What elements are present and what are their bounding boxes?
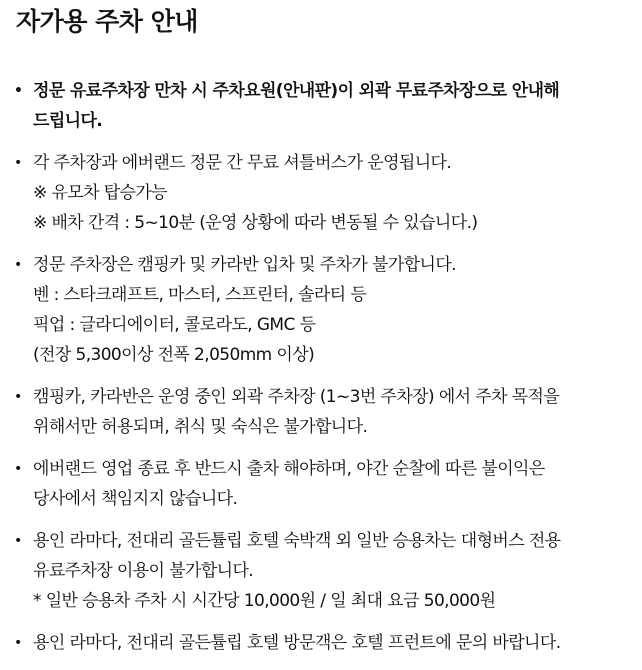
list-item-line: 캠핑카, 카라반은 운영 중인 외곽 주차장 (1~3번 주차장) 에서 주차 목적을 <box>33 387 560 407</box>
list-item-line: 픽업 : 글라디에이터, 콜로라도, GMC 등 <box>33 315 316 335</box>
list-item-line: 용인 라마다, 전대리 골든튤립 호텔 방문객은 호텔 프런트에 문의 바랍니다. <box>33 633 561 653</box>
list-item-line: 용인 라마다, 전대리 골든튤립 호텔 숙박객 외 일반 승용차는 대형버스 전용 <box>33 531 561 551</box>
list-item-note: ※ 유모차 탑승가능 <box>33 183 168 203</box>
bullet-icon: • <box>14 257 22 273</box>
list-item-line: 에버랜드 영업 종료 후 반드시 출차 해야하며, 야간 순찰에 따른 불이익은 <box>33 459 545 479</box>
list-item-line: 당사에서 책임지지 않습니다. <box>33 489 238 509</box>
list-item-line: 벤 : 스타크래프트, 마스터, 스프린터, 솔라티 등 <box>33 285 367 305</box>
list-item <box>0 526 642 616</box>
list-item-line: (전장 5,300이상 전폭 2,050mm 이상) <box>33 345 315 365</box>
list-item-line: 정문 유료주차장 만차 시 주차요원(안내판)이 외곽 무료주차장으로 안내해 <box>33 81 560 101</box>
list-item-line: 드립니다. <box>33 111 103 131</box>
bullet-icon: • <box>14 533 22 549</box>
parking-notice-list <box>0 76 642 670</box>
list-item-line: 위해서만 허용되며, 취식 및 숙식은 불가합니다. <box>33 417 368 437</box>
list-item-line: 정문 주차장은 캠핑카 및 카라반 입차 및 주차가 불가합니다. <box>33 255 456 275</box>
list-item <box>0 76 642 136</box>
list-item <box>0 454 642 514</box>
list-item-note: ※ 배차 간격 : 5~10분 (운영 상황에 따라 변동될 수 있습니다.) <box>33 213 478 233</box>
page-title: 자가용 주차 안내 <box>16 7 198 36</box>
bullet-icon: • <box>14 389 22 405</box>
bullet-icon: • <box>14 155 22 171</box>
bullet-icon: • <box>14 83 23 99</box>
list-item <box>0 148 642 238</box>
list-item-line: 유료주차장 이용이 불가합니다. <box>33 561 254 581</box>
list-item <box>0 250 642 370</box>
list-item <box>0 382 642 442</box>
bullet-icon: • <box>14 461 22 477</box>
list-item-line: 각 주차장과 에버랜드 정문 간 무료 셔틀버스가 운영됩니다. <box>33 153 452 173</box>
list-item-note: * 일반 승용차 주차 시 시간당 10,000원 / 일 최대 요금 50,000원 <box>33 591 496 611</box>
bullet-icon: • <box>14 635 22 651</box>
